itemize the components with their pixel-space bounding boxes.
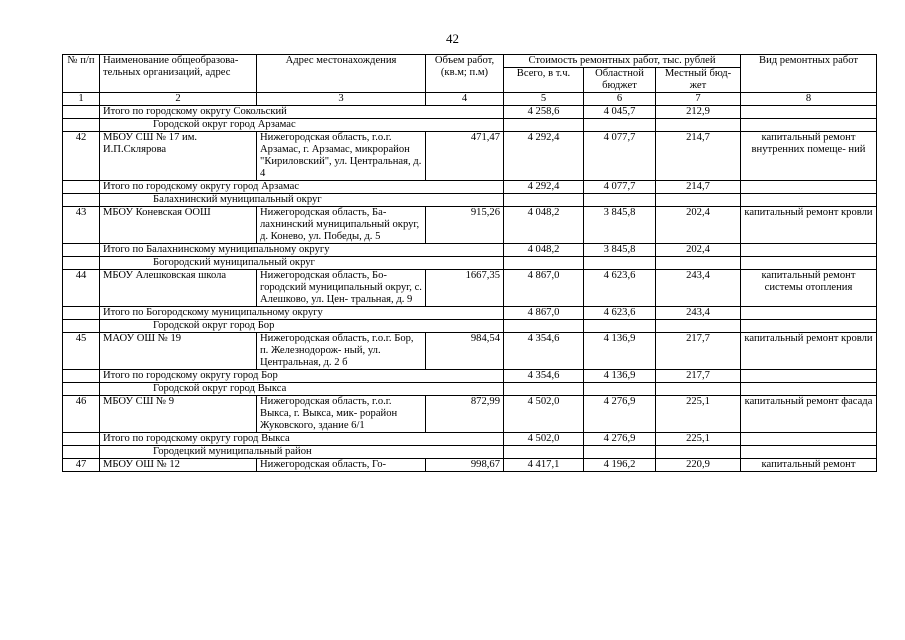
empty-cell	[741, 370, 877, 383]
school-address: Нижегородская область, Бо- городский муниципальный округ, с. Алешково, ул. Цен- тральная, д. 9	[257, 270, 426, 307]
subtotal-total: 4 867,0	[504, 307, 584, 320]
page-number: 42	[446, 31, 459, 46]
header-row	[63, 55, 877, 68]
repair-kind: капитальный ремонт системы отопления	[741, 270, 877, 307]
col-number: 6	[584, 93, 656, 106]
cost-total: 4 048,2	[504, 207, 584, 244]
empty-cell	[584, 194, 656, 207]
col-number: 8	[741, 93, 877, 106]
subtotal-label: Итого по городскому округу город Бор	[100, 370, 504, 383]
empty-cell	[504, 194, 584, 207]
repair-kind: капитальный ремонт внутренних помеще- ний	[741, 132, 877, 181]
cost-total: 4 867,0	[504, 270, 584, 307]
empty-cell	[584, 257, 656, 270]
work-volume: 1667,35	[426, 270, 504, 307]
empty-cell	[741, 433, 877, 446]
subtotal-local: 225,1	[656, 433, 741, 446]
school-row	[63, 132, 877, 181]
district-heading: Городской округ город Арзамас	[100, 119, 504, 132]
school-address: Нижегородская область, г.о.г. Бор, п. Железнодорож- ный, ул. Центральная, д. 2 б	[257, 333, 426, 370]
cost-regional: 4 276,9	[584, 396, 656, 433]
repair-kind: капитальный ремонт фасада	[741, 396, 877, 433]
empty-cell	[63, 307, 100, 320]
cost-total: 4 292,4	[504, 132, 584, 181]
subtotal-regional: 4 045,7	[584, 106, 656, 119]
empty-cell	[741, 383, 877, 396]
empty-cell	[656, 320, 741, 333]
header-regional: Областной бюджет	[584, 68, 656, 93]
school-row	[63, 333, 877, 370]
school-address: Нижегородская область, Ба- лахнинский муниципальный округ, д. Конево, ул. Победы, д. 5	[257, 207, 426, 244]
cost-regional: 3 845,8	[584, 207, 656, 244]
header-name: Наименование общеобразова- тельных организаций, адрес	[100, 55, 257, 93]
empty-cell	[584, 383, 656, 396]
district-heading: Городской округ город Выкса	[100, 383, 504, 396]
school-address: Нижегородская область, Го-	[257, 459, 426, 472]
work-volume: 872,99	[426, 396, 504, 433]
district-heading: Балахнинский муниципальный округ	[100, 194, 504, 207]
subtotal-total: 4 292,4	[504, 181, 584, 194]
district-heading-row	[63, 320, 877, 333]
empty-cell	[741, 320, 877, 333]
empty-cell	[656, 194, 741, 207]
subtotal-row	[63, 307, 877, 320]
empty-cell	[63, 181, 100, 194]
col-number: 1	[63, 93, 100, 106]
header-total: Всего, в т.ч.	[504, 68, 584, 93]
item-number: 42	[63, 132, 100, 181]
school-name: МБОУ Коневская ООШ	[100, 207, 257, 244]
cost-local: 243,4	[656, 270, 741, 307]
col-number: 3	[257, 93, 426, 106]
empty-cell	[741, 181, 877, 194]
cost-regional: 4 623,6	[584, 270, 656, 307]
district-heading-row	[63, 383, 877, 396]
repair-kind: капитальный ремонт кровли	[741, 207, 877, 244]
subtotal-total: 4 354,6	[504, 370, 584, 383]
school-name: МАОУ ОШ № 19	[100, 333, 257, 370]
empty-cell	[656, 257, 741, 270]
empty-cell	[63, 257, 100, 270]
subtotal-label: Итого по городскому округу город Арзамас	[100, 181, 504, 194]
subtotal-total: 4 048,2	[504, 244, 584, 257]
empty-cell	[63, 194, 100, 207]
repair-works-table	[62, 54, 877, 472]
school-name: МБОУ ОШ № 12	[100, 459, 257, 472]
subtotal-local: 212,9	[656, 106, 741, 119]
header-address: Адрес местонахождения	[257, 55, 426, 93]
item-number: 47	[63, 459, 100, 472]
repair-kind: капитальный ремонт	[741, 459, 877, 472]
empty-cell	[584, 446, 656, 459]
work-volume: 915,26	[426, 207, 504, 244]
empty-cell	[63, 446, 100, 459]
header-cost: Стоимость ремонтных работ, тыс. рублей	[504, 55, 741, 68]
subtotal-local: 202,4	[656, 244, 741, 257]
empty-cell	[504, 119, 584, 132]
header-kind: Вид ремонтных работ	[741, 55, 877, 93]
subtotal-row	[63, 106, 877, 119]
school-name: МБОУ Алешковская школа	[100, 270, 257, 307]
empty-cell	[63, 433, 100, 446]
cost-local: 217,7	[656, 333, 741, 370]
cost-local: 202,4	[656, 207, 741, 244]
empty-cell	[504, 320, 584, 333]
cost-local: 214,7	[656, 132, 741, 181]
empty-cell	[63, 119, 100, 132]
cost-regional: 4 077,7	[584, 132, 656, 181]
subtotal-regional: 4 077,7	[584, 181, 656, 194]
subtotal-row	[63, 433, 877, 446]
school-row	[63, 396, 877, 433]
work-volume: 471,47	[426, 132, 504, 181]
item-number: 44	[63, 270, 100, 307]
subtotal-local: 243,4	[656, 307, 741, 320]
district-heading-row	[63, 194, 877, 207]
district-heading-row	[63, 119, 877, 132]
item-number: 45	[63, 333, 100, 370]
repair-kind: капитальный ремонт кровли	[741, 333, 877, 370]
header-num: № п/п	[63, 55, 100, 93]
empty-cell	[656, 446, 741, 459]
empty-cell	[584, 320, 656, 333]
col-number: 5	[504, 93, 584, 106]
column-number-row	[63, 93, 877, 106]
empty-cell	[741, 307, 877, 320]
district-heading-row	[63, 446, 877, 459]
district-heading: Городской округ город Бор	[100, 320, 504, 333]
empty-cell	[63, 320, 100, 333]
subtotal-label: Итого по Богородскому муниципальному округу	[100, 307, 504, 320]
cost-local: 220,9	[656, 459, 741, 472]
work-volume: 998,67	[426, 459, 504, 472]
cost-regional: 4 196,2	[584, 459, 656, 472]
subtotal-row	[63, 370, 877, 383]
subtotal-regional: 3 845,8	[584, 244, 656, 257]
cost-local: 225,1	[656, 396, 741, 433]
district-heading: Городецкий муниципальный район	[100, 446, 504, 459]
district-heading: Богородский муниципальный округ	[100, 257, 504, 270]
subtotal-regional: 4 623,6	[584, 307, 656, 320]
cost-total: 4 417,1	[504, 459, 584, 472]
work-volume: 984,54	[426, 333, 504, 370]
empty-cell	[741, 119, 877, 132]
subtotal-row	[63, 244, 877, 257]
subtotal-local: 214,7	[656, 181, 741, 194]
school-row	[63, 459, 877, 472]
school-name: МБОУ СШ № 17 им. И.П.Склярова	[100, 132, 257, 181]
header-volume: Объем работ, (кв.м; п.м)	[426, 55, 504, 93]
school-row	[63, 270, 877, 307]
empty-cell	[504, 383, 584, 396]
empty-cell	[741, 194, 877, 207]
col-number: 4	[426, 93, 504, 106]
empty-cell	[63, 370, 100, 383]
item-number: 46	[63, 396, 100, 433]
empty-cell	[504, 257, 584, 270]
empty-cell	[584, 119, 656, 132]
header-local: Местный бюд- жет	[656, 68, 741, 93]
empty-cell	[504, 446, 584, 459]
empty-cell	[741, 446, 877, 459]
col-number: 2	[100, 93, 257, 106]
subtotal-label: Итого по Балахнинскому муниципальному округу	[100, 244, 504, 257]
district-heading-row	[63, 257, 877, 270]
empty-cell	[63, 383, 100, 396]
empty-cell	[63, 106, 100, 119]
subtotal-local: 217,7	[656, 370, 741, 383]
empty-cell	[741, 257, 877, 270]
empty-cell	[656, 119, 741, 132]
school-address: Нижегородская область, г.о.г. Выкса, г. Выкса, мик- рорайон Жуковского, здание 6/1	[257, 396, 426, 433]
empty-cell	[656, 383, 741, 396]
cost-total: 4 502,0	[504, 396, 584, 433]
subtotal-regional: 4 276,9	[584, 433, 656, 446]
empty-cell	[63, 244, 100, 257]
subtotal-total: 4 258,6	[504, 106, 584, 119]
school-name: МБОУ СШ № 9	[100, 396, 257, 433]
subtotal-row	[63, 181, 877, 194]
empty-cell	[741, 244, 877, 257]
school-row	[63, 207, 877, 244]
subtotal-label: Итого по городскому округу город Выкса	[100, 433, 504, 446]
item-number: 43	[63, 207, 100, 244]
cost-total: 4 354,6	[504, 333, 584, 370]
empty-cell	[741, 106, 877, 119]
subtotal-total: 4 502,0	[504, 433, 584, 446]
school-address: Нижегородская область, г.о.г. Арзамас, г. Арзамас, микрорайон "Кириловский", ул. Центральная, д. 4	[257, 132, 426, 181]
subtotal-label: Итого по городскому округу Сокольский	[100, 106, 504, 119]
cost-regional: 4 136,9	[584, 333, 656, 370]
col-number: 7	[656, 93, 741, 106]
subtotal-regional: 4 136,9	[584, 370, 656, 383]
